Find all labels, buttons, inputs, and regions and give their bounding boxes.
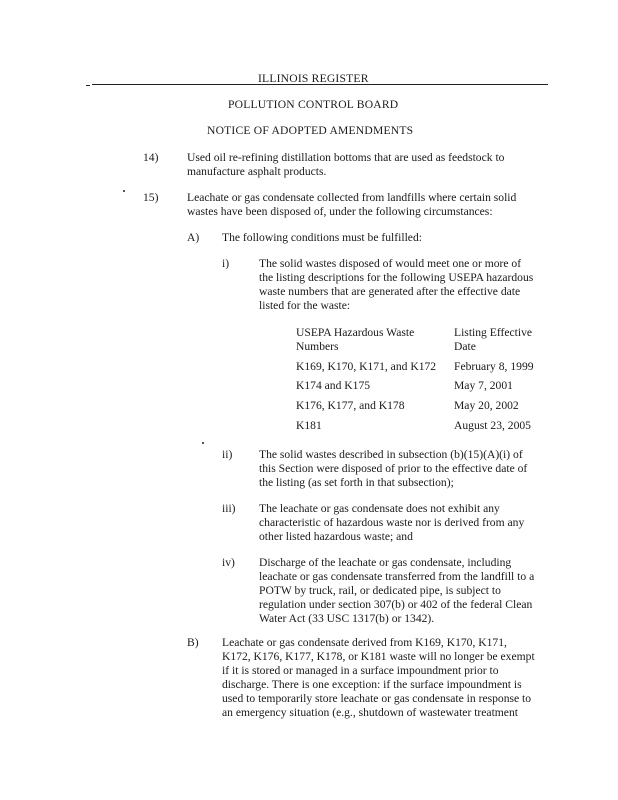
header-tick-mark bbox=[86, 85, 90, 86]
text-line: the listing descriptions for the following USEPA hazardous bbox=[259, 271, 534, 284]
sub-b-text bbox=[222, 636, 535, 720]
board-title: POLLUTION CONTROL BOARD bbox=[228, 98, 399, 111]
sub-iii-text bbox=[259, 502, 524, 544]
text-line: waste numbers that are generated after the effective date bbox=[259, 285, 521, 298]
text-line: Leachate or gas condensate collected from landfills where certain solid bbox=[187, 191, 517, 204]
text-line: other listed hazardous waste; and bbox=[259, 530, 413, 543]
table-row-numbers: K174 and K175 bbox=[296, 379, 371, 392]
text-line: The solid wastes described in subsection (b)(15)(A)(i) of bbox=[259, 448, 523, 461]
text-line: POTW by truck, rail, or dedicated pipe, is subject to bbox=[259, 584, 501, 597]
sub-ii-text bbox=[259, 448, 527, 490]
table-header-numbers bbox=[296, 326, 414, 354]
text-line: Used oil re-refining distillation bottoms that are used as feedstock to bbox=[187, 151, 505, 164]
text-line: discharge. There is one exception: if the surface impoundment is bbox=[222, 678, 522, 691]
sub-i-text bbox=[259, 257, 533, 313]
text-line: Leachate or gas condensate derived from K169, K170, K171, bbox=[222, 636, 507, 649]
text-line: leachate or gas condensate transferred from the landfill to a bbox=[259, 570, 535, 583]
sub-a-text: The following conditions must be fulfilled: bbox=[222, 231, 422, 244]
table-header-date bbox=[454, 326, 532, 354]
table-row-numbers: K169, K170, K171, and K172 bbox=[296, 360, 437, 373]
table-row-numbers: K181 bbox=[296, 419, 322, 432]
sub-iv-text bbox=[259, 556, 534, 626]
item-15-number: 15) bbox=[143, 191, 159, 204]
notice-title: NOTICE OF ADOPTED AMENDMENTS bbox=[207, 124, 414, 137]
text-line: the listing (as set forth in that subsection); bbox=[259, 476, 454, 489]
table-row-date: August 23, 2005 bbox=[454, 419, 531, 432]
sub-ii-label: ii) bbox=[222, 448, 233, 461]
text-line: listed for the waste: bbox=[259, 299, 351, 312]
text-line: The leachate or gas condensate does not exhibit any bbox=[259, 502, 500, 515]
header-line: Listing Effective bbox=[454, 326, 533, 339]
text-line: The solid wastes disposed of would meet one or more of bbox=[259, 257, 522, 270]
header-line: Date bbox=[454, 340, 476, 353]
register-title: ILLINOIS REGISTER bbox=[258, 72, 369, 85]
text-line: characteristic of hazardous waste nor is derived from any bbox=[259, 516, 525, 529]
header-line: USEPA Hazardous Waste bbox=[296, 326, 415, 339]
scan-speck bbox=[202, 442, 204, 444]
text-line: wastes have been disposed of, under the following circumstances: bbox=[187, 205, 493, 218]
table-row-numbers: K176, K177, and K178 bbox=[296, 399, 405, 412]
item-15-text bbox=[187, 191, 516, 219]
header-rule bbox=[92, 84, 548, 85]
table-row-date: February 8, 1999 bbox=[454, 360, 534, 373]
text-line: Discharge of the leachate or gas condensate, including bbox=[259, 556, 512, 569]
sub-i-label: i) bbox=[222, 257, 230, 270]
header-line: Numbers bbox=[296, 340, 339, 353]
table-row-date: May 7, 2001 bbox=[454, 379, 513, 392]
text-line: used to temporarily store leachate or gas condensate in response to bbox=[222, 692, 532, 705]
text-line: manufacture asphalt products. bbox=[187, 165, 327, 178]
text-line: Water Act (33 USC 1317(b) or 1342). bbox=[259, 612, 435, 625]
scan-speck bbox=[123, 190, 125, 192]
text-line: K172, K176, K177, K178, or K181 waste will no longer be exempt bbox=[222, 650, 535, 663]
text-line: if it is stored or managed in a surface impoundment prior to bbox=[222, 664, 499, 677]
item-14-number: 14) bbox=[143, 151, 159, 164]
table-row-date: May 20, 2002 bbox=[454, 399, 519, 412]
sub-iii-label: iii) bbox=[222, 502, 236, 515]
sub-b-label: B) bbox=[187, 636, 199, 649]
sub-iv-label: iv) bbox=[222, 556, 235, 569]
text-line: this Section were disposed of prior to the effective date of bbox=[259, 462, 528, 475]
item-14-text bbox=[187, 151, 504, 179]
sub-a-label: A) bbox=[187, 231, 200, 244]
text-line: regulation under section 307(b) or 402 of the federal Clean bbox=[259, 598, 533, 611]
text-line: an emergency situation (e.g., shutdown of wastewater treatment bbox=[222, 706, 518, 719]
